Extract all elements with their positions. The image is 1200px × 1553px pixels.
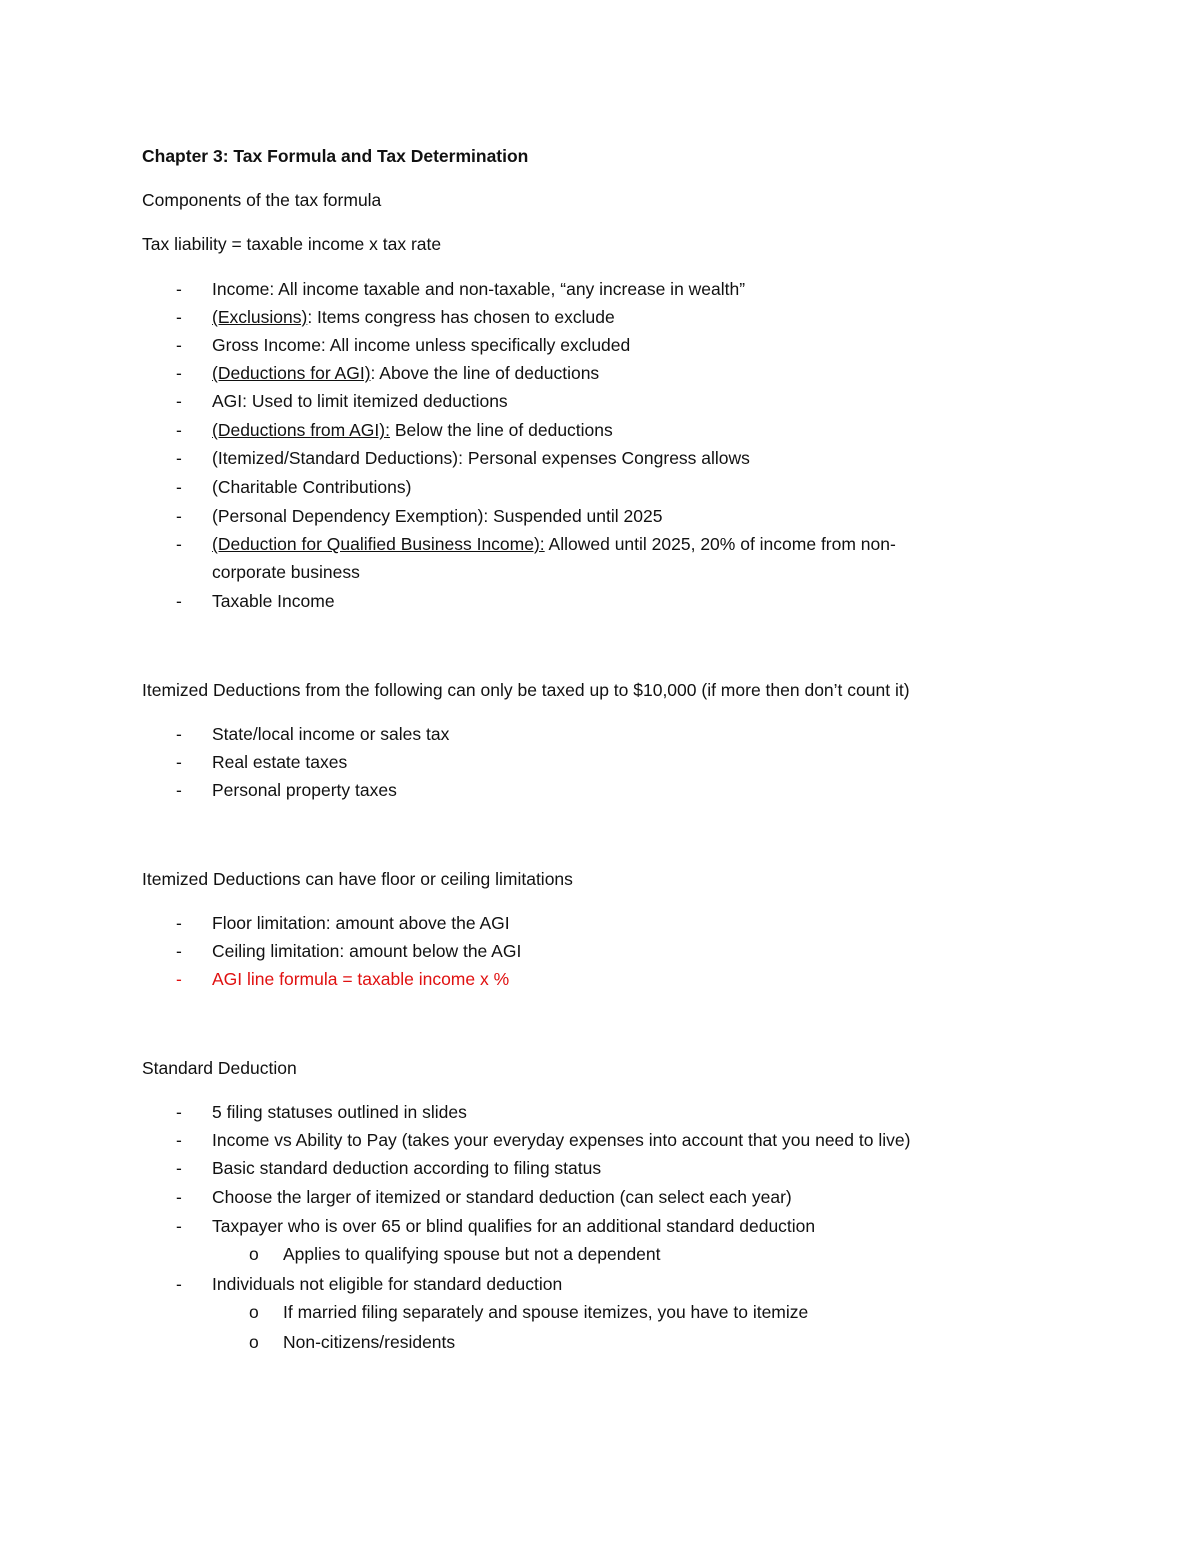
dash-bullet: - (176, 335, 182, 355)
dash-bullet: - (176, 1274, 182, 1294)
item-label: (Exclusions) (212, 307, 308, 327)
circle-bullet: o (249, 1332, 259, 1352)
dash-bullet: - (176, 506, 182, 526)
circle-bullet: o (249, 1302, 259, 1322)
item-text: State/local income or sales tax (212, 724, 450, 744)
item-text: : Above the line of deductions (370, 363, 600, 383)
dash-bullet: - (176, 391, 182, 411)
dash-bullet: - (176, 477, 182, 497)
item-text: Real estate taxes (212, 752, 348, 772)
dash-bullet: - (176, 969, 182, 989)
circle-bullet: o (249, 1244, 259, 1264)
item-text: Floor limitation: amount above the AGI (212, 913, 510, 933)
item-text: Suspended until 2025 (488, 506, 663, 526)
standard-heading: Standard Deduction (142, 1058, 297, 1078)
item-text: Used to limit itemized deductions (247, 391, 508, 411)
item-text: Income vs Ability to Pay (takes your everyday expenses into account that you need to live) (212, 1130, 911, 1150)
item-label: (Itemized/Standard Deductions): (212, 448, 463, 468)
dash-bullet: - (176, 448, 182, 468)
item-text: Taxpayer who is over 65 or blind qualifies for an additional standard deduction (212, 1216, 816, 1236)
dash-bullet: - (176, 420, 182, 440)
dash-bullet: - (176, 591, 182, 611)
dash-bullet: - (176, 279, 182, 299)
dash-bullet: - (176, 1158, 182, 1178)
item-text: Basic standard deduction according to filing status (212, 1158, 602, 1178)
components-heading: Components of the tax formula (142, 190, 382, 210)
item-text: Below the line of deductions (389, 420, 613, 440)
item-text: Allowed until 2025, 20% of income from non- (544, 534, 896, 554)
item-label: (Charitable Contributions) (212, 477, 412, 497)
dash-bullet: - (176, 780, 182, 800)
page-title: Chapter 3: Tax Formula and Tax Determination (142, 146, 529, 166)
item-text: Individuals not eligible for standard deduction (212, 1274, 563, 1294)
item-label: Taxable Income (212, 591, 335, 611)
item-text: Personal expenses Congress allows (462, 448, 750, 468)
item-text: AGI line formula = taxable income x % (212, 969, 510, 989)
dash-bullet: - (176, 941, 182, 961)
dash-bullet: - (176, 1187, 182, 1207)
formula-line: Tax liability = taxable income x tax rate (142, 234, 442, 254)
dash-bullet: - (176, 752, 182, 772)
item-label: (Deductions from AGI): (212, 420, 390, 440)
item-text: All income taxable and non-taxable, “any increase in wealth” (274, 279, 746, 299)
dash-bullet: - (176, 1216, 182, 1236)
item-label: Gross Income: (212, 335, 326, 355)
item-text: Non-citizens/residents (283, 1332, 456, 1352)
item-label: AGI: (212, 391, 248, 411)
dash-bullet: - (176, 1102, 182, 1122)
item-text: Choose the larger of itemized or standard deduction (can select each year) (212, 1187, 792, 1207)
dash-bullet: - (176, 913, 182, 933)
item-text: Personal property taxes (212, 780, 397, 800)
dash-bullet: - (176, 1130, 182, 1150)
item-text: Ceiling limitation: amount below the AGI (212, 941, 522, 961)
dash-bullet: - (176, 307, 182, 327)
limits-heading: Itemized Deductions can have floor or ceiling limitations (142, 869, 573, 889)
item-label: (Personal Dependency Exemption): (212, 506, 489, 526)
dash-bullet: - (176, 534, 182, 554)
item-label: (Deductions for AGI) (212, 363, 371, 383)
item-text: 5 filing statuses outlined in slides (212, 1102, 467, 1122)
item-label: (Deduction for Qualified Business Income): (212, 534, 545, 554)
item-label: Income: (212, 279, 275, 299)
salt-heading: Itemized Deductions from the following can only be taxed up to $10,000 (if more then don’t count it) (142, 680, 910, 700)
item-text: : Items congress has chosen to exclude (307, 307, 615, 327)
item-text: If married filing separately and spouse itemizes, you have to itemize (283, 1302, 809, 1322)
dash-bullet: - (176, 363, 182, 383)
item-continuation: corporate business (212, 562, 360, 582)
dash-bullet: - (176, 724, 182, 744)
item-text: All income unless specifically excluded (325, 335, 631, 355)
item-text: Applies to qualifying spouse but not a dependent (283, 1244, 661, 1264)
